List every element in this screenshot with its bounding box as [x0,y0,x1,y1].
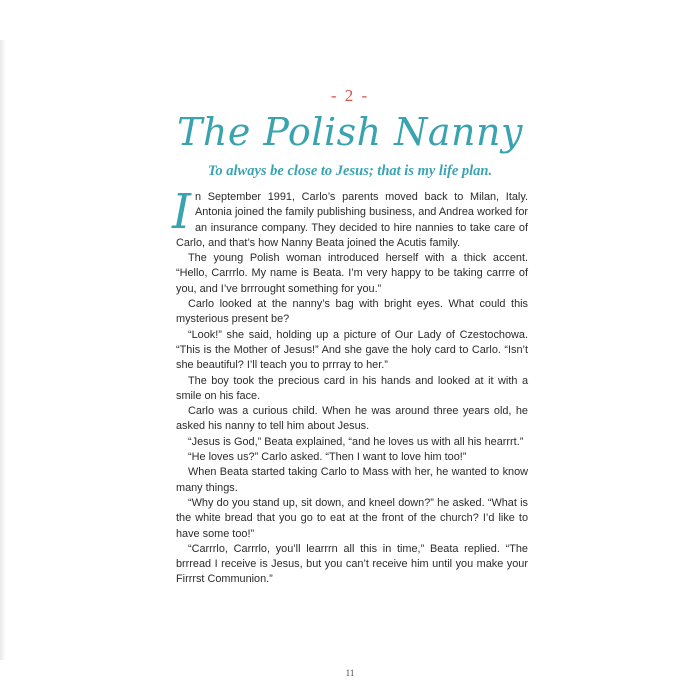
paragraph: “Carrrlo, Carrrlo, you’ll learrrn all this in time,” Beata replied. “The brrread I receive is Jesus, but you can’t receive him until you make your Firrrst Communion.” [176,542,528,586]
chapter-title: The Polish Nanny [177,110,523,154]
paragraph: When Beata started taking Carlo to Mass with her, he wanted to know many things. [176,466,528,494]
paragraph: Carlo was a curious child. When he was around three years old, he asked his nanny to tell him about Jesus. [176,405,528,433]
paragraph: “He loves us?” Carlo asked. “Then I want to love him too!” [188,451,467,464]
drop-cap: I [172,184,191,240]
paragraph: “Look!” she said, holding up a picture of Our Lady of Czestochowa. “This is the Mother of Jesus!” And she gave the holy card to Carlo. “Isn’t she beautiful? I’ll teach you to prrray to her.” [176,328,528,372]
chapter-body [172,184,528,588]
paragraph [172,184,528,251]
chapter-number: - 2 - [330,86,370,105]
paragraph: Carlo looked at the nanny’s bag with bright eyes. What could this mysterious present be? [176,298,528,326]
page-number: 11 [345,668,355,678]
paragraph-text: n September 1991, Carlo’s parents moved back to Milan, Italy. Antonia joined the family publishing business, and Andrea worked for an insurance company. They decided to hire nannies to take care of Carlo, and that’s how Nanny Beata joined the Acutis family. [176,191,528,249]
chapter-epigraph: To always be close to Jesus; that is my life plan. [207,163,493,179]
paragraph: “Why do you stand up, sit down, and kneel down?” he asked. “What is the white bread that you go to eat at the front of the church? I’d like to have some too!” [176,496,528,540]
paragraph: The boy took the precious card in his hands and looked at it with a smile on his face. [176,374,528,402]
paragraph: “Jesus is God,” Beata explained, “and he loves us with all his hearrrt.” [188,435,524,448]
paragraph: The young Polish woman introduced herself with a thick accent. “Hello, Carrrlo. My name is Beata. I’m very happy to be taking carrre of you, and I’ve brrrought something for you.” [176,252,528,295]
